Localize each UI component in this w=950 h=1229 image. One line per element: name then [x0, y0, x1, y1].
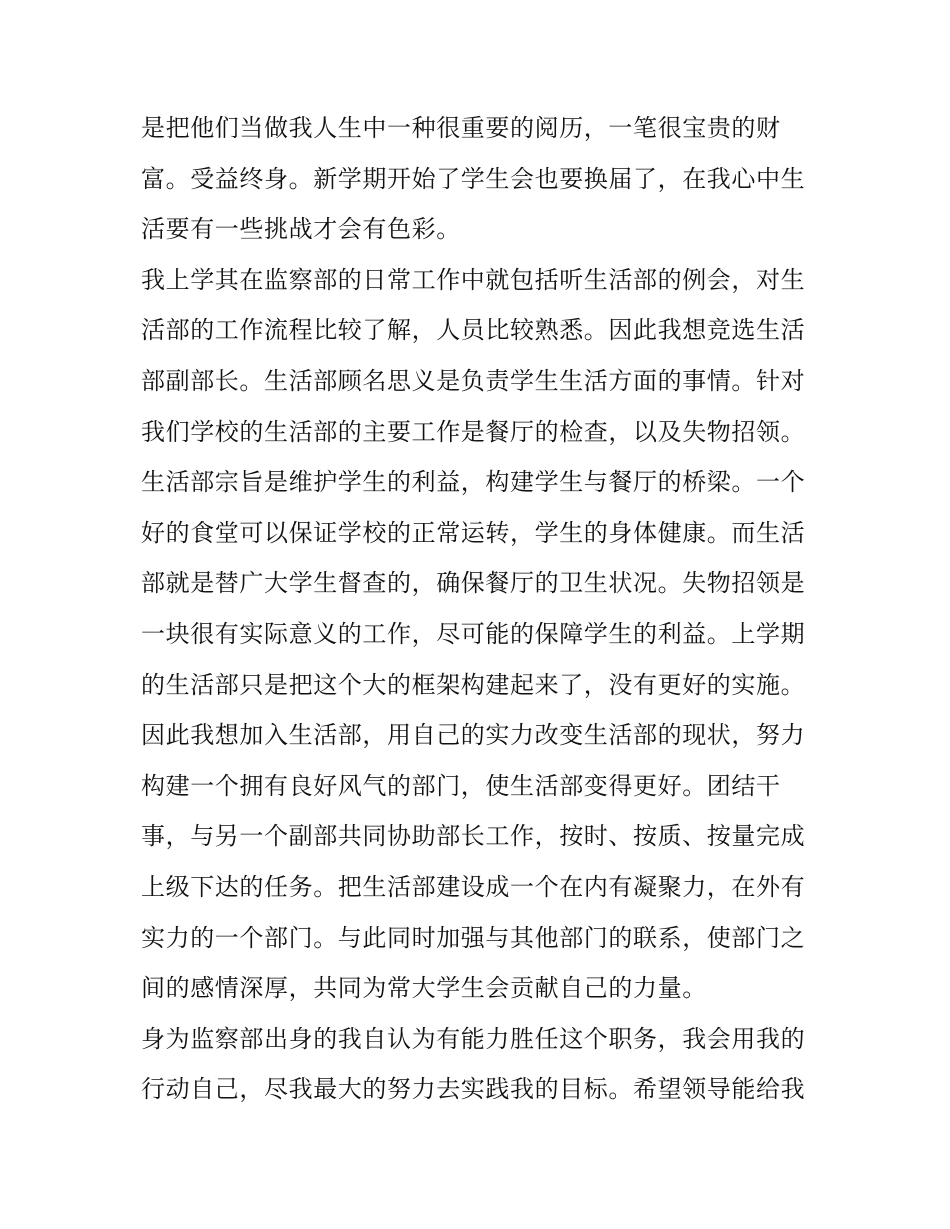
- document-body: [141, 103, 821, 1115]
- text-line: 是把他们当做我人生中一种很重要的阅历，一笔很宝贵的财: [141, 114, 781, 142]
- text-line: 好的食堂可以保证学校的正常运转，学生的身体健康。而生活: [141, 518, 806, 547]
- text-line: 我上学其在监察部的日常工作中就包括听生活部的例会，对生: [141, 265, 806, 294]
- text-line: 构建一个拥有良好风气的部门，使生活部变得更好。团结干: [141, 771, 781, 800]
- text-line: 部就是替广大学生督查的，确保餐厅的卫生状况。失物招领是: [141, 569, 806, 598]
- text-line: 因此我想加入生活部，用自己的实力改变生活部的现状，努力: [141, 721, 806, 750]
- text-line: 实力的一个部门。与此同时加强与其他部门的联系，使部门之: [141, 923, 806, 952]
- text-line: 上级下达的任务。把生活部建设成一个在内有凝聚力，在外有: [141, 872, 806, 901]
- text-line: 活要有一些挑战才会有色彩。: [141, 215, 461, 244]
- text-line: 间的感情深厚，共同为常大学生会贡献自己的力量。: [141, 974, 707, 1003]
- text-line: 活部的工作流程比较了解，人员比较熟悉。因此我想竞选生活: [141, 316, 806, 345]
- text-line: 一块很有实际意义的工作，尽可能的保障学生的利益。上学期: [141, 619, 806, 648]
- text-line: 行动自己，尽我最大的努力去实践我的目标。希望领导能给我: [141, 1075, 806, 1104]
- text-line: 富。受益终身。新学期开始了学生会也要换届了，在我心中生: [141, 164, 806, 193]
- text-line: 我们学校的生活部的主要工作是餐厅的检查，以及失物招领。: [141, 417, 806, 446]
- text-line: 身为监察部出身的我自认为有能力胜任这个职务，我会用我的: [141, 1024, 806, 1053]
- text-line: 的生活部只是把这个大的框架构建起来了，没有更好的实施。: [141, 670, 806, 699]
- text-line: 事，与另一个副部共同协助部长工作，按时、按质、按量完成: [141, 822, 806, 851]
- text-line: 部副部长。生活部顾名思义是负责学生生活方面的事情。针对: [141, 366, 806, 395]
- text-line: 生活部宗旨是维护学生的利益，构建学生与餐厅的桥梁。一个: [141, 468, 806, 497]
